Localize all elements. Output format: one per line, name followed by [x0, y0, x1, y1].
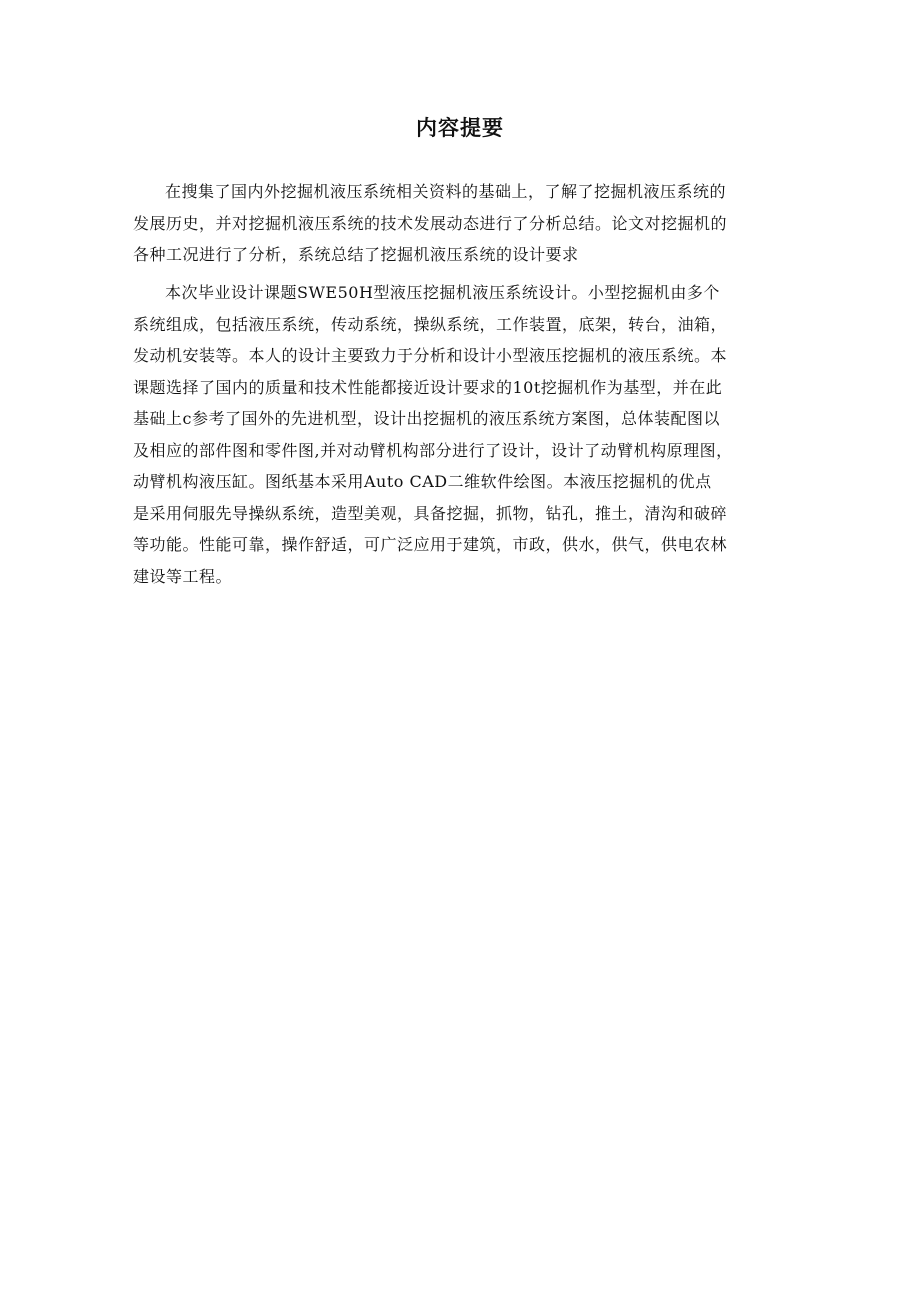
paragraph-1-line-1: 在搜集了国内外挖掘机液压系统相关资料的基础上，了解了挖掘机液压系统的 [165, 182, 727, 201]
paragraph-2 [133, 277, 803, 592]
paragraph-2-line-10: 建设等工程。 [133, 566, 233, 586]
paragraph-2-line-1: 本次毕业设计课题SWE50H型液压挖掘机液压系统设计。小型挖掘机由多个 [165, 283, 720, 302]
paragraph-2-line-9: 等功能。性能可靠，操作舒适，可广泛应用于建筑，市政，供水，供气，供电农林 [133, 535, 728, 554]
paragraph-1-line-2: 发展历史，并对挖掘机液压系统的技术发展动态进行了分析总结。论文对挖掘机的 [133, 213, 728, 233]
paragraph-2-line-3: 发动机安装等。本人的设计主要致力于分析和设计小型液压挖掘机的液压系统。本 [133, 346, 728, 365]
paragraph-2-line-5: 基础上c参考了国外的先进机型，设计出挖掘机的液压系统方案图，总体装配图以 [133, 409, 720, 428]
page-title: 内容提要 [416, 116, 504, 140]
paragraph-1 [133, 176, 803, 271]
paragraph-2-line-4: 课题选择了国内的质量和技术性能都接近设计要求的10t挖掘机作为基型，并在此 [133, 377, 723, 397]
paragraph-2-line-2: 系统组成，包括液压系统，传动系统，操纵系统，工作装置，底架，转台，油箱， [133, 314, 728, 334]
paragraph-2-line-6: 及相应的部件图和零件图,并对动臂机构部分进行了设计，设计了动臂机构原理图， [133, 440, 733, 460]
paragraph-1-line-3: 各种工况进行了分析，系统总结了挖掘机液压系统的设计要求 [133, 245, 579, 264]
paragraph-2-line-8: 是采用伺服先导操纵系统，造型美观，具备挖掘，抓物，钻孔，推土，清沟和破碎 [133, 503, 728, 523]
paragraph-2-line-7: 动臂机构液压缸。图纸基本采用Auto CAD二维软件绘图。本液压挖掘机的优点 [133, 472, 712, 491]
